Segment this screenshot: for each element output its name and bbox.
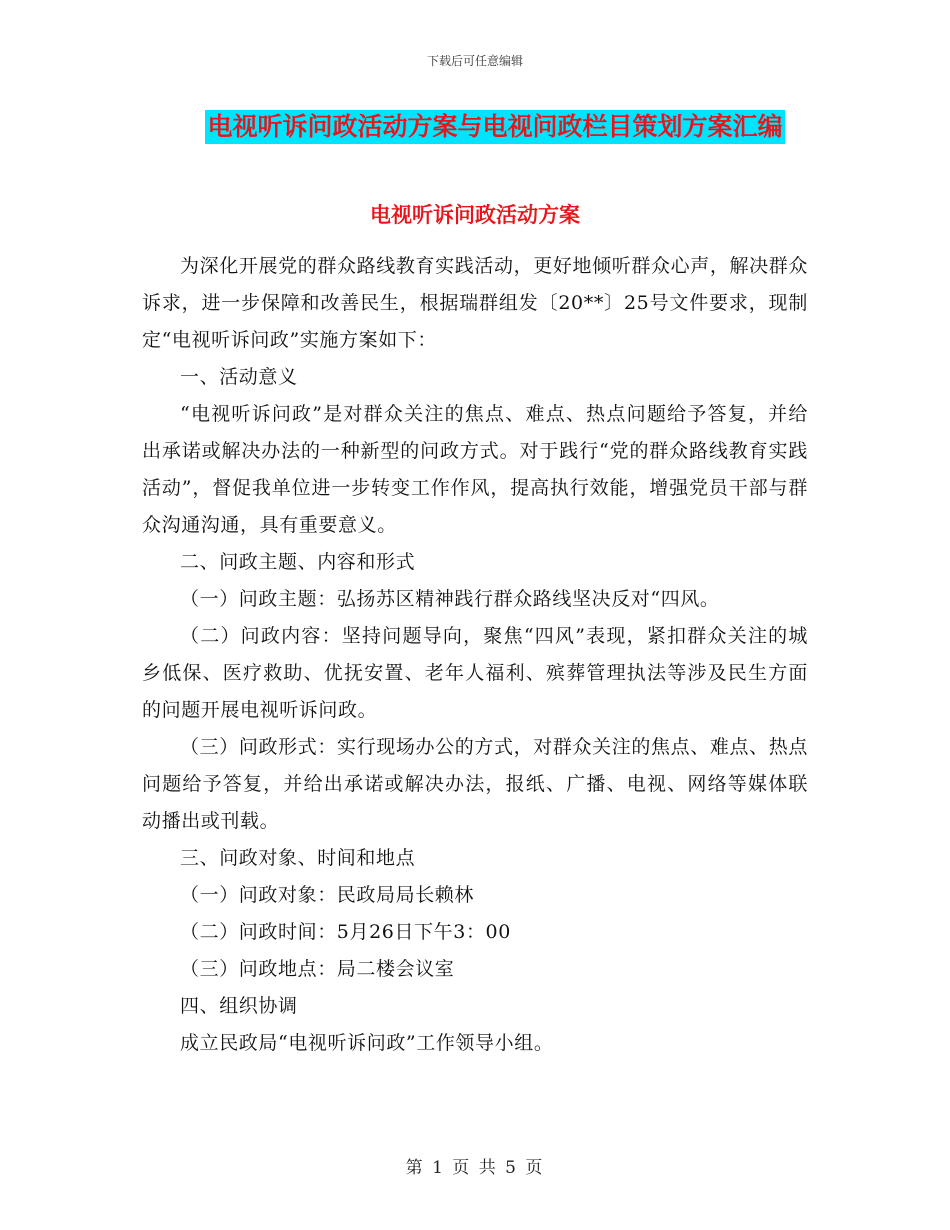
paragraph-intro: 为深化开展党的群众路线教育实践活动，更好地倾听群众心声，解决群众诉求，进一步保障和改善民生，根据瑞群组发〔20**〕25号文件要求，现制定“电视听诉问政”实施方案如下： xyxy=(142,255,808,351)
document-title-container xyxy=(0,110,950,144)
document-title: 电视听诉问政活动方案与电视问政栏目策划方案汇编 xyxy=(205,110,784,144)
paragraph-content: （二）问政内容：坚持问题导向，聚焦“四风”表现，紧扣群众关注的城乡低保、医疗救助、优抚安置、老年人福利、殡葬管理执法等涉及民生方面的问题开展电视听诉问政。 xyxy=(142,625,808,721)
page-footer: 第 1 页 共 5 页 xyxy=(405,1158,545,1178)
paragraph-time: （二）问政时间：5月26日下午3：00 xyxy=(180,921,511,943)
heading-theme-content-form: 二、问政主题、内容和形式 xyxy=(180,551,416,573)
document-body xyxy=(142,248,808,1062)
heading-organization: 四、组织协调 xyxy=(180,995,298,1017)
paragraph-place: （三）问政地点：局二楼会议室 xyxy=(180,958,455,980)
section-title: 电视听诉问政活动方案 xyxy=(370,203,580,227)
paragraph-form: （三）问政形式：实行现场办公的方式，对群众关注的焦点、难点、热点问题给予答复，并给出承诺或解决办法，报纸、广播、电视、网络等媒体联动播出或刊载。 xyxy=(142,736,808,832)
paragraph-significance: “电视听诉问政”是对群众关注的焦点、难点、热点问题给予答复，并给出承诺或解决办法的一种新型的问政方式。对于践行“党的群众路线教育实践活动”，督促我单位进一步转变工作作风，提高执行效能，增强党员干部与群众沟通沟通，具有重要意义。 xyxy=(142,403,808,536)
paragraph-leadership-group: 成立民政局“电视听诉问政”工作领导小组。 xyxy=(180,1032,554,1054)
paragraph-object: （一）问政对象：民政局局长赖林 xyxy=(180,884,475,906)
header-note: 下载后可任意编辑 xyxy=(426,54,523,68)
heading-activity-significance: 一、活动意义 xyxy=(180,366,298,388)
paragraph-theme: （一）问政主题：弘扬苏区精神践行群众路线坚决反对“四风。 xyxy=(180,588,720,610)
heading-object-time-place: 三、问政对象、时间和地点 xyxy=(180,847,416,869)
